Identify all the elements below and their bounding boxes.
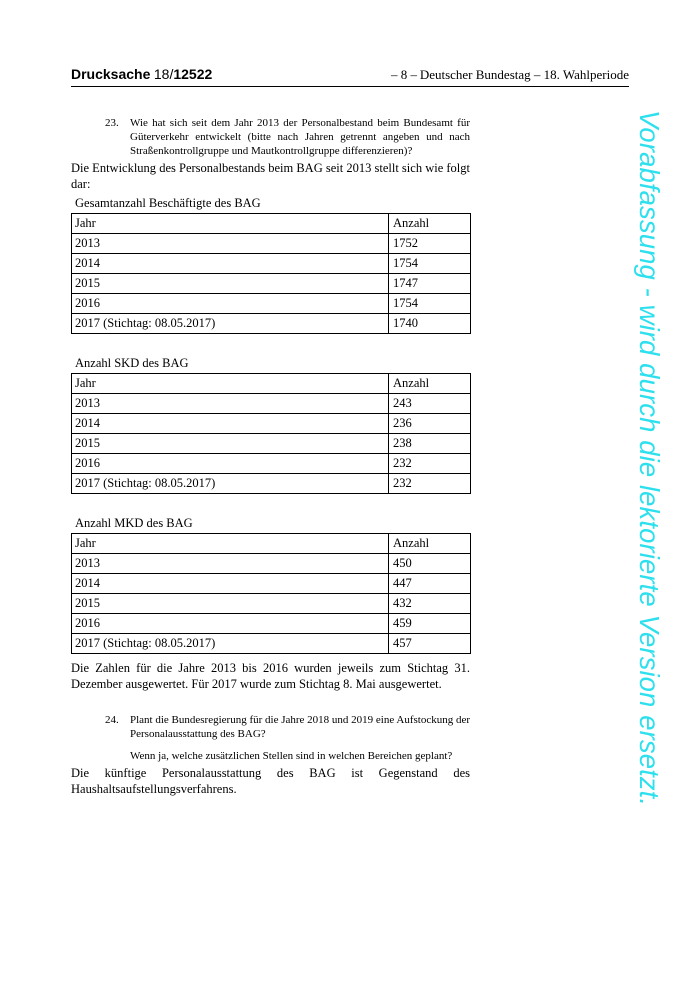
question-number: 23. xyxy=(105,117,119,129)
table-row xyxy=(72,234,471,254)
table-row xyxy=(72,294,471,314)
table-caption: Anzahl SKD des BAG xyxy=(75,356,189,370)
table-header-row xyxy=(72,534,471,554)
table-row xyxy=(72,574,471,594)
cell-anzahl: 238 xyxy=(389,434,471,454)
cell-anzahl: 1747 xyxy=(389,274,471,294)
table-header-row xyxy=(72,374,471,394)
cell-jahr: 2017 (Stichtag: 08.05.2017) xyxy=(72,634,389,654)
cell-jahr: 2013 xyxy=(72,554,389,574)
table-row xyxy=(72,474,471,494)
cell-anzahl: 1754 xyxy=(389,254,471,274)
table-row xyxy=(72,634,471,654)
cell-anzahl: 457 xyxy=(389,634,471,654)
cell-jahr: 2016 xyxy=(72,454,389,474)
cell-jahr: 2014 xyxy=(72,574,389,594)
cell-jahr: 2017 (Stichtag: 08.05.2017) xyxy=(72,314,389,334)
question-text-body: Plant die Bundesregierung für die Jahre 2018 und 2019 eine Aufstockung der Personalausstattung des BAG? xyxy=(130,714,471,740)
cell-jahr: 2016 xyxy=(72,614,389,634)
cell-jahr: 2016 xyxy=(72,294,389,314)
cell-anzahl: 232 xyxy=(389,474,471,494)
table-row xyxy=(72,614,471,634)
question-text xyxy=(130,116,470,158)
cell-jahr: 2013 xyxy=(72,394,389,414)
table-row xyxy=(72,414,471,434)
table-caption: Gesamtanzahl Beschäftigte des BAG xyxy=(75,196,261,210)
answer-intro: Die Entwicklung des Personalbestands beim BAG seit 2013 stellt sich wie folgt dar: xyxy=(71,161,470,191)
table-row xyxy=(72,454,471,474)
column-header-anzahl: Anzahl xyxy=(389,534,471,554)
draft-watermark: Vorabfassung - wird durch die lektorierte Version ersetzt. xyxy=(634,110,665,807)
table-row xyxy=(72,314,471,334)
table-row xyxy=(72,554,471,574)
table-gesamtanzahl xyxy=(71,213,471,334)
column-header-jahr: Jahr xyxy=(72,214,389,234)
column-header-jahr: Jahr xyxy=(72,534,389,554)
table-row xyxy=(72,394,471,414)
question-text-body: Wie hat sich seit dem Jahr 2013 der Personalbestand beim Bundesamt für Güterverkehr entwickelt (bitte nach Jahren getrennt angeben und nach Straßenkontrollgruppe und Mautkontrollgruppe differenzieren)? xyxy=(130,117,470,157)
drucksache-number: 12522 xyxy=(173,66,213,82)
cell-anzahl: 447 xyxy=(389,574,471,594)
answer-note: Die Zahlen für die Jahre 2013 bis 2016 wurden jeweils zum Stichtag 31. Dezember ausgewertet. Für 2017 wurde zum Stichtag 8. Mai ausgewertet. xyxy=(71,661,470,691)
question-24 xyxy=(105,713,470,763)
cell-jahr: 2015 xyxy=(72,594,389,614)
table-skd xyxy=(71,373,471,494)
cell-anzahl: 432 xyxy=(389,594,471,614)
cell-anzahl: 1752 xyxy=(389,234,471,254)
question-followup: Wenn ja, welche zusätzlichen Stellen sind in welchen Bereichen geplant? xyxy=(130,750,453,762)
table-mkd xyxy=(71,533,471,654)
column-header-jahr: Jahr xyxy=(72,374,389,394)
table-row xyxy=(72,594,471,614)
cell-anzahl: 236 xyxy=(389,414,471,434)
publisher: Deutscher Bundestag – 18. Wahlperiode xyxy=(419,67,629,82)
cell-jahr: 2017 (Stichtag: 08.05.2017) xyxy=(72,474,389,494)
drucksache-label: Drucksache xyxy=(71,66,151,82)
table-header-row xyxy=(72,214,471,234)
table-row xyxy=(72,434,471,454)
table-row xyxy=(72,254,471,274)
cell-jahr: 2013 xyxy=(72,234,389,254)
cell-anzahl: 450 xyxy=(389,554,471,574)
cell-anzahl: 459 xyxy=(389,614,471,634)
column-header-anzahl: Anzahl xyxy=(389,214,471,234)
cell-jahr: 2014 xyxy=(72,254,389,274)
cell-jahr: 2015 xyxy=(72,274,389,294)
cell-anzahl: 232 xyxy=(389,454,471,474)
cell-anzahl: 243 xyxy=(389,394,471,414)
cell-anzahl: 1740 xyxy=(389,314,471,334)
document-number xyxy=(71,66,212,84)
page-number: – 8 – xyxy=(391,67,417,82)
question-23 xyxy=(105,116,470,158)
cell-jahr: 2014 xyxy=(72,414,389,434)
question-text xyxy=(130,713,470,763)
column-header-anzahl: Anzahl xyxy=(389,374,471,394)
table-caption: Anzahl MKD des BAG xyxy=(75,516,193,530)
question-number: 24. xyxy=(105,714,119,726)
answer-24: Die künftige Personalausstattung des BAG ist Gegenstand des Haushaltsaufstellungsverfahrens. xyxy=(71,766,470,796)
drucksache-number-prefix: 18/ xyxy=(153,66,174,82)
cell-jahr: 2015 xyxy=(72,434,389,454)
table-row xyxy=(72,274,471,294)
page-header xyxy=(71,66,629,87)
cell-anzahl: 1754 xyxy=(389,294,471,314)
